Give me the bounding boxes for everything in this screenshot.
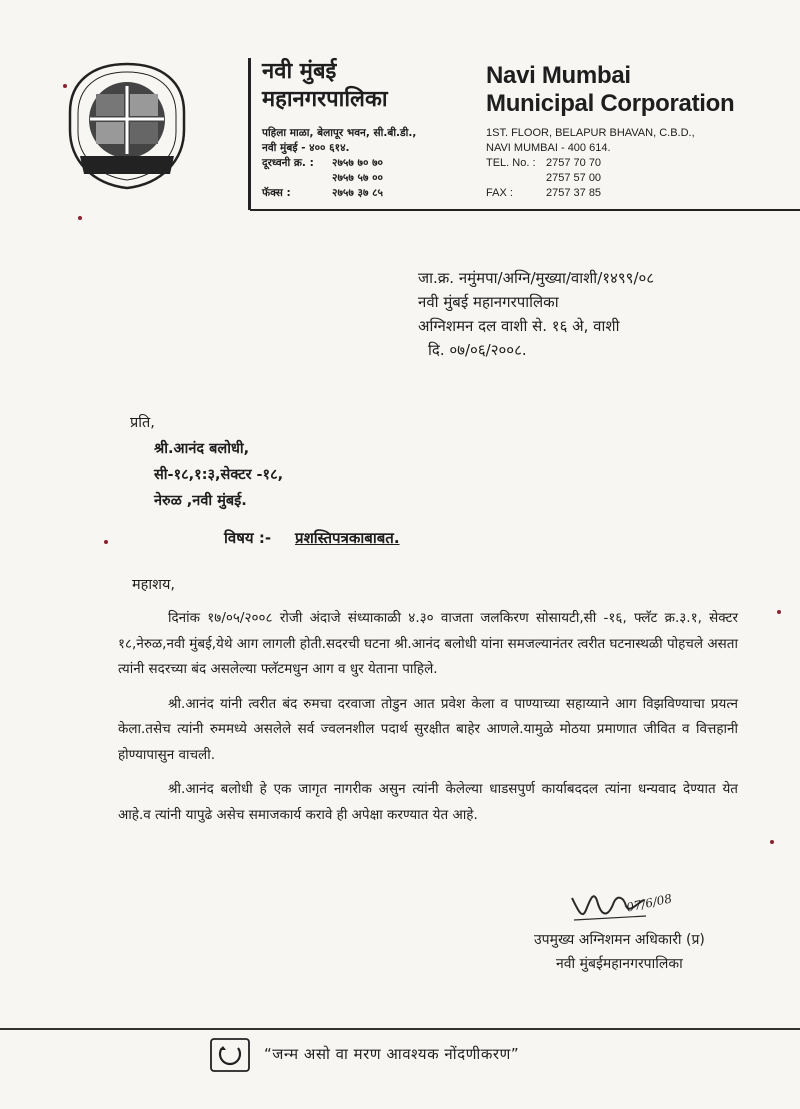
en-address-line1: 1ST. FLOOR, BELAPUR BHAVAN, C.B.D., <box>486 127 695 139</box>
org-name-english-line1: Navi Mumbai <box>486 62 631 89</box>
body-paragraph-2: श्री.आनंद यांनी त्वरीत बंद रुमचा दरवाजा तोडुन आत प्रवेश केला व पाण्याच्या सहाय्याने आग विझविण्याचा प्रयत्न केला.तसेच त्यांनी रुममध्ये असलेले सर्व ज्वलनशील पदार्थ सुरक्षीत बाहेर आणले.यामुळे मोठया प्रमाणात जीवित व वित्तहानी होण्यापासुन वाचली. <box>118 695 738 763</box>
addressee-address-line1: सी-१८,१:३,सेक्टर -१८, <box>154 467 284 483</box>
mr-phone-label: दूरध्वनी क्र. : <box>262 157 314 169</box>
addressee-prefix: प्रति, <box>130 415 155 431</box>
addressee-address-line2: नेरुळ ,नवी मुंबई. <box>154 493 247 509</box>
letter-date: दि. ०७/०६/२००८. <box>428 341 527 359</box>
paper-speck <box>104 540 108 544</box>
mr-phone-row <box>262 156 416 171</box>
office-line1: नवी मुंबई महानगरपालिका <box>418 293 559 311</box>
paper-speck <box>63 84 67 88</box>
en-tel2-row <box>486 171 695 186</box>
signatory-block <box>534 928 705 976</box>
en-tel1: 2757 70 70 <box>546 157 602 169</box>
addressee-name: श्री.आनंद बलोधी, <box>154 441 250 457</box>
mr-fax-row <box>262 186 416 201</box>
reference-number: जा.क्र. नमुंमपा/अग्नि/मुख्या/वाशी/१४९९/०८ <box>418 269 655 287</box>
header-divider-horizontal <box>250 209 800 211</box>
org-name-marathi <box>262 58 388 114</box>
en-address-line2: NAVI MUMBAI - 400 614. <box>486 142 611 154</box>
reference-block <box>418 266 654 362</box>
org-name-english <box>486 62 734 118</box>
subject-label: विषय :- <box>224 529 272 547</box>
header-divider-vertical <box>248 58 251 210</box>
paper-speck <box>777 610 781 614</box>
org-name-marathi-line2: महानगरपालिका <box>262 87 388 112</box>
subject-text: प्रशस्तिपत्रकाबाबत. <box>295 529 400 547</box>
en-fax: 2757 37 85 <box>546 187 602 199</box>
body-paragraph-1: दिनांक १७/०५/२००८ रोजी अंदाजे संध्याकाळी ४.३० वाजता जलकिरण सोसायटी,सी -१६, फ्लॅट क्र.३.१, सेक्टर १८,नेरुळ,नवी मुंबई,येथे आग लागली होती.सदरची घटना श्री.आनंद बलोधी यांना समजल्यानंतर त्वरीत घटनास्थळी पोहचले असता त्यांनी सदरच्या बंद असलेल्या फ्लॅटमधुन आग व धुर येताना पाहिले. <box>118 610 738 677</box>
mr-address-line2: नवी मुंबई - ४०० ६१४. <box>262 142 350 154</box>
mr-phone1: २७५७ ७० ७० <box>332 157 383 169</box>
en-tel-row <box>486 156 695 171</box>
paper-speck <box>770 840 774 844</box>
org-name-marathi-line1: नवी मुंबई <box>262 59 337 84</box>
address-marathi <box>262 126 416 201</box>
signatory-organization: नवी मुंबईमहानगरपालिका <box>556 956 683 972</box>
footer-slogan: “जन्म असो वा मरण आवश्यक नोंदणीकरण” <box>264 1045 520 1063</box>
mr-fax: २७५७ ३७ ८५ <box>332 187 383 199</box>
en-fax-row <box>486 186 695 201</box>
addressee-block <box>130 410 283 514</box>
signatory-designation: उपमुख्य अग्निशमन अधिकारी (प्र) <box>534 932 705 948</box>
body-paragraph-3: श्री.आनंद बलोधी हे एक जागृत नागरीक असुन त्यांनी केलेल्या धाडसपुर्ण कार्याबददल त्यांना धन्यवाद देण्यात येत आहे.व त्यांनी यापुढे असेच समाजकार्य करावे ही अपेक्षा करण्यात येत आहे. <box>118 781 738 823</box>
mr-fax-label: फॅक्स : <box>262 187 291 199</box>
mr-phone2: २७५७ ५७ ०० <box>332 172 383 184</box>
letter-body <box>118 606 738 837</box>
corporation-seal-logo <box>66 60 188 190</box>
en-fax-label: FAX : <box>486 187 513 199</box>
office-line2: अग्निशमन दल वाशी से. १६ अे, वाशी <box>418 317 620 335</box>
paper-speck <box>78 216 82 220</box>
signature-date: 07/6/08 <box>625 891 674 915</box>
en-tel-label: TEL. No. : <box>486 157 536 169</box>
registration-logo-icon <box>210 1038 250 1072</box>
subject-line <box>224 528 400 548</box>
org-name-english-line2: Municipal Corporation <box>486 90 735 117</box>
mr-address-line1: पहिला माळा, बेलापूर भवन, सी.बी.डी., <box>262 127 417 139</box>
mr-phone2-row <box>262 171 416 186</box>
en-tel2: 2757 57 00 <box>546 172 602 184</box>
footer-divider <box>0 1028 800 1030</box>
address-english <box>486 126 695 201</box>
salutation: महाशय, <box>132 577 176 593</box>
